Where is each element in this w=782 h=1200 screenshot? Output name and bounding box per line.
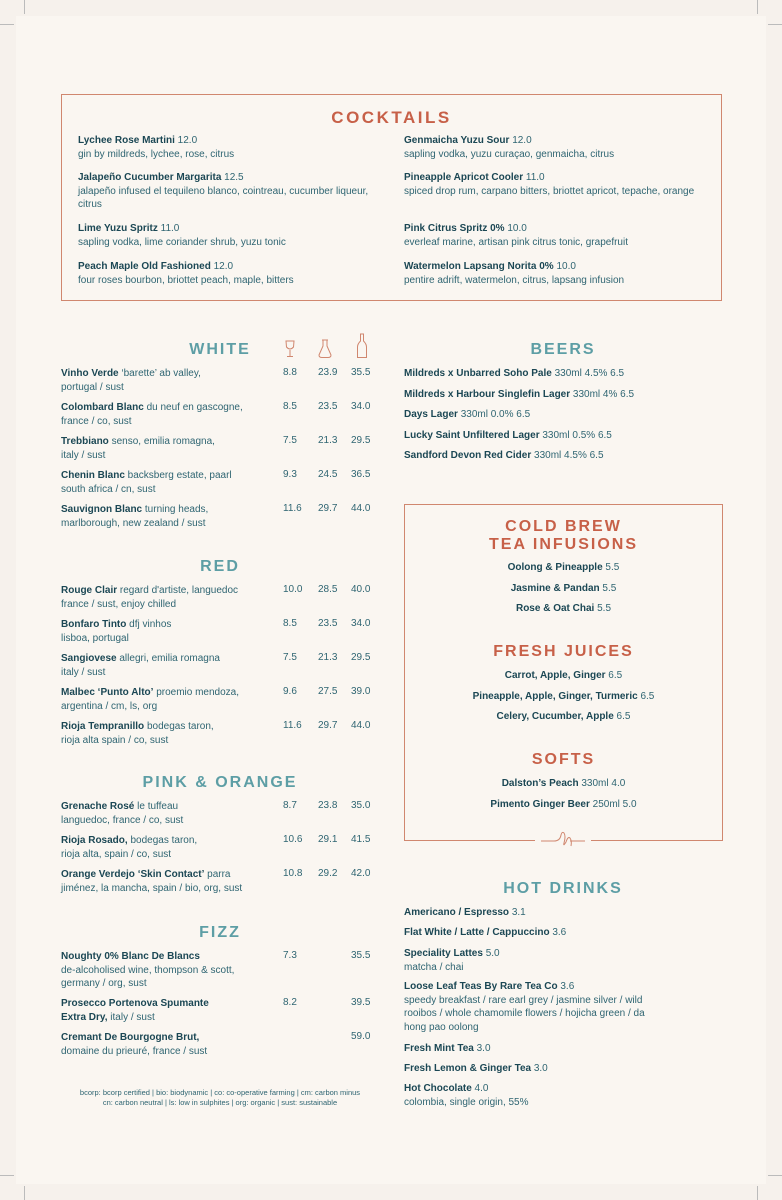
hot-drink-item [404,926,654,940]
wine-producer: parra [204,869,231,880]
wine-name-line [61,618,281,632]
wine-name: Rouge Clair [61,585,118,596]
wine-price-bottle: 35.0 [351,800,371,811]
pink-orange-title: PINK & ORANGE [142,774,298,791]
wine-name: Bonfaro Tinto [61,619,127,630]
wine-producer: bodegas taron, [127,835,198,846]
fizz-style: Extra Dry, [61,1011,108,1023]
wine-item [61,618,281,645]
hot-drink-price: 4.0 [471,1083,489,1094]
cocktail-price: 10.0 [556,261,576,272]
cocktail-item [404,260,714,287]
cocktail-price: 12.0 [177,135,198,146]
wine-name: Rioja Tempranillo [61,721,145,732]
cocktail-price: 10.0 [507,223,527,234]
beer-detail: 330ml 4% 6.5 [570,388,635,400]
fizz-price-glass: 7.3 [283,950,297,961]
fizz-detail: italy / sust [107,1011,155,1023]
cocktail-name: Jalapeño Cucumber Margarita [78,172,222,183]
hot-drink-name: Loose Leaf Teas By Rare Tea Co [404,981,558,992]
wine-producer: ‘barette’ ab valley, [118,368,201,379]
hot-drink-name: Flat White / Latte / Cappuccino [404,927,550,938]
wine-item [61,868,281,895]
fizz-name: Noughty 0% Blanc De Blancs [61,951,200,962]
crop-mark [24,1186,25,1200]
soft-item [404,798,723,812]
cocktail-item [78,260,388,287]
hot-drink-description: colombia, single origin, 55% [404,1096,529,1108]
wine-price-glass: 7.5 [283,652,297,663]
wine-origin: marlborough, new zealand / sust [61,517,206,529]
cocktail-name-line [78,222,388,236]
swirl-ornament-icon [540,828,586,850]
wine-price-carafe: 21.3 [318,435,338,446]
wine-origin: south africa / cn, sust [61,483,156,495]
cocktail-price: 12.0 [512,135,532,146]
cocktail-description: four roses bourbon, briottet peach, maple, bitters [78,274,294,286]
fizz-detail-line [61,964,281,978]
footnote-line-2: cn: carbon neutral | ls: low in sulphites | org: organic | sust: sustainable [102,1098,338,1107]
beer-detail: 330ml 4.5% 6.5 [531,450,604,461]
wine-item [61,720,281,747]
fizz-price-bottle: 35.5 [351,950,371,961]
crop-mark [0,1175,14,1176]
wine-price-carafe: 29.1 [318,834,338,845]
wine-name: Sauvignon Blanc [61,504,143,515]
soft-item [404,777,723,791]
wine-origin: portugal / sust [61,381,124,393]
cocktail-name-line [78,171,388,185]
wine-name: Orange Verdejo ‘Skin Contact’ [61,869,205,880]
hot-drink-item [404,906,654,920]
hot-drink-description: matcha / chai [404,961,464,973]
fizz-name: Cremant De Bourgogne Brut, [61,1032,200,1043]
wine-name: Malbec ‘Punto Alto’ [61,687,154,698]
cold-brew-name: Rose & Oat Chai [515,603,595,614]
hot-drink-name-line [404,980,654,994]
wine-origin: jiménez, la mancha, spain / bio, org, sust [61,882,243,894]
wine-origin: rioja alta, spain / co, sust [61,848,172,860]
cocktail-price: 12.0 [213,261,234,272]
wine-price-glass: 9.3 [283,469,297,480]
juice-name: Carrot, Apple, Ginger [504,670,606,681]
hot-drink-item [404,980,654,1034]
juice-price: 6.5 [613,711,631,722]
fresh-juices-title: FRESH JUICES [493,643,634,660]
wine-price-bottle: 34.0 [351,401,371,412]
beer-item [404,449,724,463]
hot-drink-name-line [404,926,654,940]
wine-origin: argentina / cm, ls, org [61,700,158,712]
wine-price-carafe: 24.5 [318,469,338,480]
cold-brew-item [404,582,723,596]
crop-mark [757,1186,758,1200]
wine-price-glass: 10.0 [283,584,303,595]
wine-price-carafe: 29.2 [318,868,338,879]
fizz-item [61,1031,281,1058]
cocktail-description: spiced drop rum, carpano bitters, briottet apricot, tepache, orange [404,185,695,197]
hot-drink-item [404,1062,654,1076]
wine-price-carafe: 29.7 [318,720,338,731]
soft-name: Pimento Ginger Beer [490,798,590,810]
wine-name-line [61,686,281,700]
beer-item [404,367,724,381]
cocktail-description: jalapeño infused el tequileno blanco, cointreau, cucumber liqueur, citrus [78,185,369,210]
wine-name: Sangiovese [61,653,117,664]
cocktail-description: pentire adrift, watermelon, citrus, lapsang infusion [404,274,625,286]
cocktail-name: Pineapple Apricot Cooler [404,172,524,183]
wine-producer: bodegas taron, [144,721,214,732]
wine-price-carafe: 27.5 [318,686,338,697]
wine-origin: rioja alta spain / co, sust [61,734,169,746]
cold-brew-item [404,561,723,575]
wine-price-bottle: 36.5 [351,469,371,480]
wine-name-line [61,503,281,517]
wine-origin: france / co, sust [61,415,132,427]
cocktail-name-line [78,260,388,274]
cold-brew-name: Jasmine & Pandan [510,582,600,594]
fizz-price-bottle: 59.0 [351,1031,371,1042]
cocktail-description: sapling vodka, yuzu curaçao, genmaicha, citrus [404,148,615,160]
cocktail-description: gin by mildreds, lychee, rose, citrus [78,148,235,160]
cocktail-name-line [404,260,714,274]
hot-drink-name: Speciality Lattes [404,948,483,959]
wine-price-carafe: 29.7 [318,503,338,514]
wine-price-glass: 8.7 [283,800,297,811]
beer-item [404,388,724,402]
hot-drink-item [404,947,654,974]
cocktail-name: Lime Yuzu Spritz [78,223,158,234]
cocktail-name: Pink Citrus Spritz 0% [404,223,505,234]
wine-name-line [61,834,281,848]
cocktail-price: 11.0 [160,223,180,234]
cold-brew-title-line-1: COLD BREW [505,518,622,535]
juice-name: Pineapple, Apple, Ginger, Turmeric [472,690,638,702]
wine-price-glass: 10.6 [283,834,303,845]
wine-price-glass: 8.5 [283,401,297,412]
cocktail-name-line [404,222,714,236]
beer-item [404,408,724,422]
hot-drink-price: 3.0 [473,1043,491,1054]
wine-price-bottle: 34.0 [351,618,371,629]
wine-name: Grenache Rosé [61,801,135,812]
wine-name-line [61,800,281,814]
hot-drink-price: 3.6 [549,927,567,938]
wine-name: Rioja Rosado, [61,835,128,846]
wine-item [61,503,281,530]
wine-name-line [61,367,281,381]
fizz-price-bottle: 39.5 [351,997,371,1008]
cocktail-description: sapling vodka, lime coriander shrub, yuzu tonic [78,236,286,248]
wine-price-bottle: 44.0 [351,503,371,514]
wine-name: Colombard Blanc [61,402,144,413]
wine-name-line [61,469,281,483]
beer-detail: 330ml 4.5% 6.5 [551,368,625,379]
fizz-detail-line [61,1011,281,1025]
wine-name-line [61,401,281,415]
carafe-icon [317,339,333,359]
cocktail-item [404,134,714,161]
wine-price-glass: 9.6 [283,686,297,697]
wine-name-line [61,435,281,449]
wine-producer: le tuffeau [134,801,179,812]
crop-mark [757,0,758,14]
wine-producer: turning heads, [142,504,209,515]
wine-item [61,469,281,496]
soft-name: Dalston’s Peach [501,778,579,789]
juice-price: 6.5 [605,670,623,681]
red-title: RED [200,558,240,575]
wine-price-glass: 7.5 [283,435,297,446]
wine-item [61,686,281,713]
fizz-detail-line [61,1045,281,1059]
fizz-item [61,997,281,1024]
juice-item [404,669,723,683]
beers-title: BEERS [530,341,596,358]
wine-origin: languedoc, france / co, sust [61,814,184,826]
crop-mark [768,1175,782,1176]
wine-price-bottle: 41.5 [351,834,371,845]
hot-drink-item [404,1042,654,1056]
wine-name-line [61,584,281,598]
cocktail-name-line [78,134,388,148]
wine-price-bottle: 39.0 [351,686,371,697]
wine-name-line [61,652,281,666]
beer-name: Days Lager [404,409,458,420]
wine-glass-icon [284,340,296,358]
wine-item [61,800,281,827]
fizz-price-glass: 8.2 [283,997,297,1008]
wine-price-carafe: 21.3 [318,652,338,663]
footnote [40,1088,400,1108]
wine-price-carafe: 23.9 [318,367,338,378]
wine-producer: senso, emilia romagna, [108,436,215,447]
cocktail-item [78,134,388,161]
juice-item [404,690,723,704]
cocktail-description: everleaf marine, artisan pink citrus tonic, grapefruit [404,236,628,248]
fizz-detail: de-alcoholised wine, thompson & scott, [61,964,235,976]
cold-brew-item [404,602,723,616]
cocktail-name-line [404,134,714,148]
hot-drink-item [404,1082,654,1109]
hot-drink-name: Fresh Mint Tea [404,1043,474,1054]
hot-drink-name-line [404,1082,654,1096]
fizz-origin: germany / org, sust [61,978,147,989]
wine-producer: regard d'artiste, languedoc [117,585,238,596]
hot-drink-name: Fresh Lemon & Ginger Tea [404,1063,532,1074]
crop-mark [0,24,14,25]
wine-price-bottle: 35.5 [351,367,371,378]
hot-drinks-title: HOT DRINKS [503,880,623,897]
fizz-name: Prosecco Portenova Spumante [61,998,209,1009]
cocktail-price: 11.0 [525,172,545,183]
cocktail-item [78,171,388,212]
wine-price-carafe: 23.5 [318,618,338,629]
wine-item [61,435,281,462]
white-title: WHITE [189,341,251,358]
wine-price-carafe: 28.5 [318,584,338,595]
wine-price-bottle: 44.0 [351,720,371,731]
juice-price: 6.5 [637,690,655,702]
cocktail-name-line [404,171,714,185]
cocktail-price: 12.5 [224,172,244,183]
hot-drink-name-line [404,1042,654,1056]
wine-price-glass: 11.6 [283,720,302,731]
hot-drink-price: 3.1 [509,907,526,918]
footnote-line-1: bcorp: bcorp certified | bio: biodynamic | co: co-operative farming | cm: carbon minus [79,1088,361,1097]
wine-producer: proemio mendoza, [153,687,240,698]
wine-price-glass: 8.5 [283,618,297,629]
wine-producer: allegri, emilia romagna [116,653,220,664]
soft-price: 250ml 5.0 [589,798,637,810]
wine-name-line [61,868,281,882]
wine-producer: backsberg estate, paarl [124,470,232,481]
hot-drink-name-line [404,906,654,920]
wine-price-bottle: 42.0 [351,868,371,879]
wine-name: Chenin Blanc [61,470,125,481]
cocktails-title: COCKTAILS [331,108,452,127]
hot-drink-price: 3.6 [557,981,575,992]
cold-brew-name: Oolong & Pineapple [507,562,603,573]
cocktail-name: Watermelon Lapsang Norita 0% [404,261,554,272]
hot-drink-description: speedy breakfast / rare earl grey / jasmine silver / wild rooibos / whole chamomile flowers / hojicha green / da hong pao oolong [404,994,645,1033]
cocktail-name: Lychee Rose Martini [78,135,175,146]
wine-origin: italy / sust [61,449,106,461]
cocktail-item [78,222,388,249]
wine-price-carafe: 23.8 [318,800,338,811]
cold-brew-title-line-2: TEA INFUSIONS [489,536,638,553]
wine-origin: lisboa, portugal [61,632,129,644]
wine-origin: france / sust, enjoy chilled [61,598,177,610]
juice-item [404,710,723,724]
cocktail-name: Genmaicha Yuzu Sour [404,135,510,146]
beer-detail: 330ml 0.0% 6.5 [457,409,531,420]
hot-drink-name: Hot Chocolate [404,1083,472,1094]
hot-drink-name-line [404,947,654,961]
cocktail-item [404,222,714,249]
beer-name: Mildreds x Harbour Singlefin Lager [404,388,571,400]
wine-name-line [61,720,281,734]
hot-drink-price: 5.0 [482,948,500,959]
wine-name: Trebbiano [61,436,109,447]
soft-price: 330ml 4.0 [578,778,626,789]
wine-item [61,652,281,679]
wine-price-glass: 10.8 [283,868,303,879]
juice-name: Celery, Cucumber, Apple [496,711,614,722]
beer-name: Mildreds x Unbarred Soho Pale [404,368,552,379]
crop-mark [768,24,782,25]
fizz-title: FIZZ [199,924,241,941]
wine-price-bottle: 40.0 [351,584,371,595]
softs-title: SOFTS [531,751,596,768]
cold-brew-price: 5.5 [599,582,617,594]
wine-origin: italy / sust [61,666,106,678]
hot-drink-price: 3.0 [531,1063,548,1074]
crop-mark [24,0,25,14]
cold-brew-price: 5.5 [602,562,620,573]
wine-price-glass: 11.6 [283,503,302,514]
beer-name: Sandford Devon Red Cider [404,450,532,461]
beer-detail: 330ml 0.5% 6.5 [539,429,612,441]
hot-drink-name: Americano / Espresso [404,907,510,918]
wine-price-glass: 8.8 [283,367,297,378]
fizz-item [61,950,281,991]
wine-producer: du neuf en gascogne, [143,402,243,413]
wine-price-bottle: 29.5 [351,435,371,446]
cocktail-item [404,171,714,198]
beer-item [404,429,724,443]
bottle-icon [356,333,368,359]
wine-item [61,584,281,611]
wine-price-carafe: 23.5 [318,401,338,412]
wine-producer: dfj vinhos [126,619,172,630]
cold-brew-price: 5.5 [594,603,612,614]
wine-name: Vinho Verde [61,368,119,379]
wine-item [61,367,281,394]
fizz-detail: domaine du prieuré, france / sust [61,1045,208,1057]
wine-price-bottle: 29.5 [351,652,371,663]
cocktail-name: Peach Maple Old Fashioned [78,261,211,272]
hot-drink-name-line [404,1062,654,1076]
beer-name: Lucky Saint Unfiltered Lager [404,429,540,441]
wine-item [61,834,281,861]
cold-brew-title [404,518,723,554]
wine-item [61,401,281,428]
